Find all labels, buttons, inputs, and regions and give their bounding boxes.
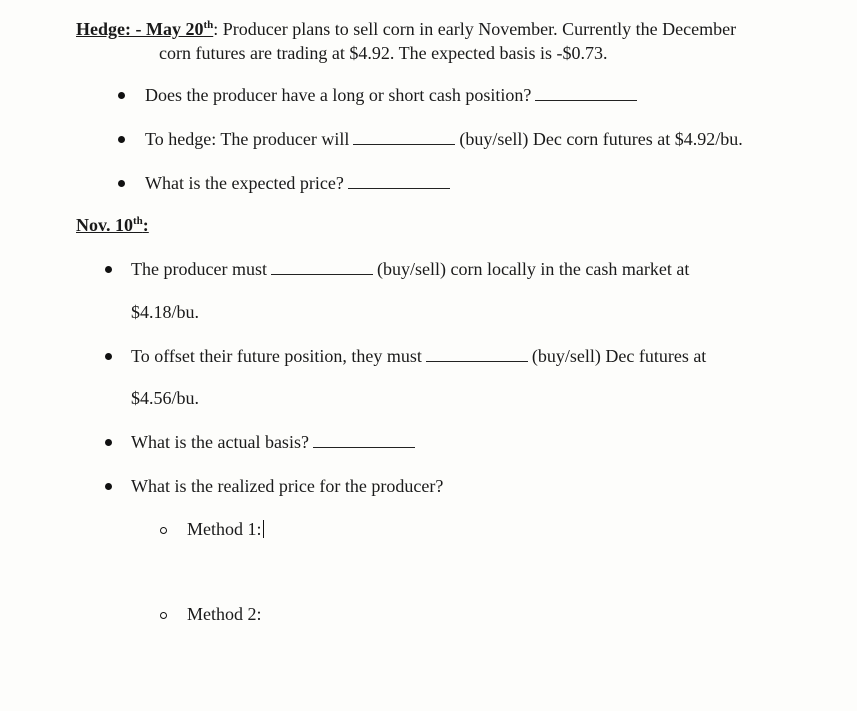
answer-blank[interactable] [535,85,637,101]
nov-question-2: To offset their future position, they must (buy/sell) Dec futures at [131,346,707,366]
bullet-icon [105,439,112,446]
hollow-bullet-icon [160,527,167,534]
answer-blank[interactable] [353,129,455,145]
text-cursor [263,520,264,538]
method-2[interactable]: Method 2: [187,604,262,624]
nov-question-1: The producer must (buy/sell) corn locally in the cash market at [131,259,690,279]
hedge-heading: Hedge: - May 20th [76,19,214,39]
bullet-icon [118,92,125,99]
bullet-icon [118,180,125,187]
hedge-question-3: What is the expected price? [145,172,454,194]
hedge-question-1: Does the producer have a long or short cash position? [145,84,641,106]
answer-blank[interactable] [271,259,373,275]
hedge-heading-line: Hedge: - May 20th: Producer plans to sell corn in early November. Currently the December [76,19,737,39]
nov-question-3: What is the actual basis? [131,431,419,453]
answer-blank[interactable] [348,173,450,189]
nov-question-1-cont: $4.18/bu. [131,302,200,322]
nov-heading: Nov. 10th: [76,215,149,235]
method-1[interactable]: Method 1: [187,519,262,539]
answer-blank[interactable] [313,432,415,448]
nov-question-4: What is the realized price for the producer? [131,476,444,496]
hedge-intro-line2: corn futures are trading at $4.92. The expected basis is -$0.73. [159,43,608,63]
hollow-bullet-icon [160,612,167,619]
nov-question-2-cont: $4.56/bu. [131,388,200,408]
answer-blank[interactable] [426,346,528,362]
bullet-icon [105,353,112,360]
hedge-intro-line1: Producer plans to sell corn in early November. Currently the December [218,19,737,39]
hedge-question-2: To hedge: The producer will (buy/sell) Dec corn futures at $4.92/bu. [145,129,743,149]
bullet-icon [118,136,125,143]
bullet-icon [105,266,112,273]
bullet-icon [105,483,112,490]
